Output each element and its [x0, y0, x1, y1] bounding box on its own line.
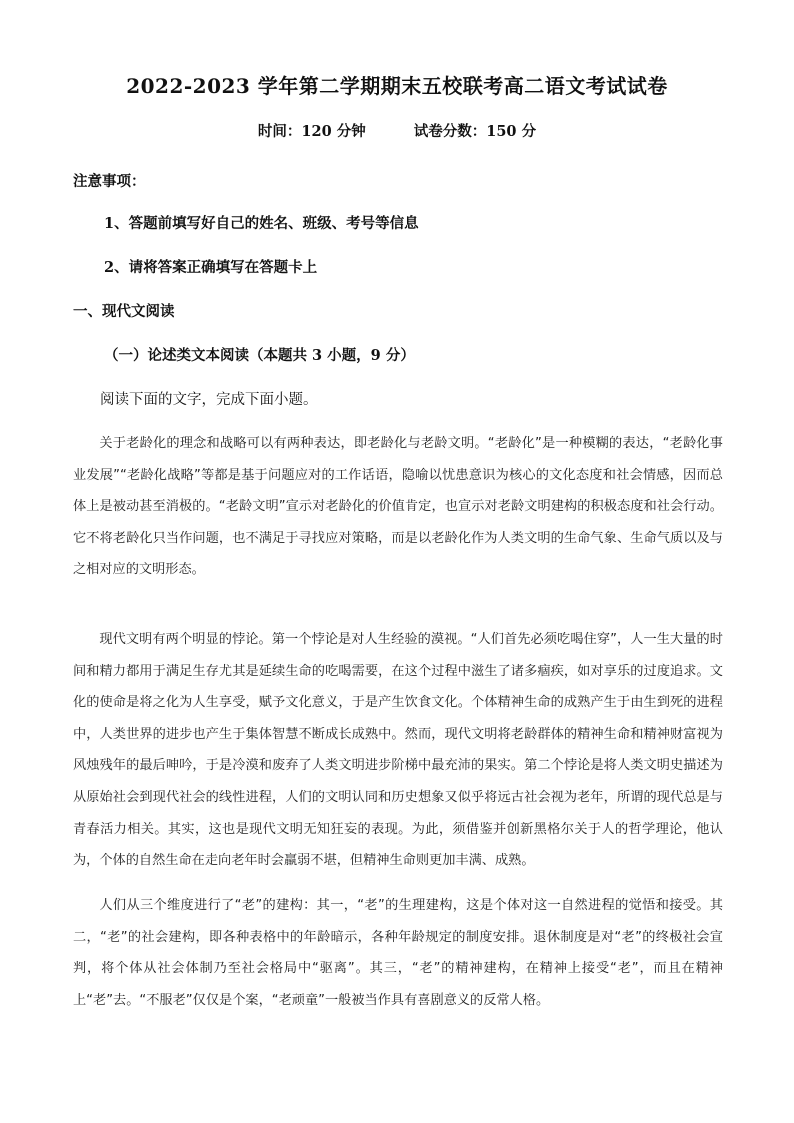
notes-item-1: 1、答题前填写好自己的姓名、班级、考号等信息 — [104, 215, 419, 232]
passage-paragraph-3: 人们从三个维度进行了“老”的建构：其一，“老”的生理建构，这是个体对这一自然进程的觉悟和接受。其二，“老”的社会建构，即各种表格中的年龄暗示，各种年龄规定的制度安排。退休制度是对“老”的终极社会宣判，将个体从社会体制乃至社会格局中“驱离”。其三，“老”的精神建构，在精神上接受“老”，而且在精神上“老”去。“不服老”仅仅是个案，“老顽童”一般被当作具有喜剧意义的反常人格。 — [73, 898, 723, 1008]
exam-meta — [0, 120, 794, 141]
notes-heading: 注意事项： — [73, 173, 146, 190]
passage-paragraph-2: 现代文明有两个明显的悖论。第一个悖论是对人生经验的漠视。“人们首先必须吃喝住穿”，人一生大量的时间和精力都用于满足生存尤其是延续生命的吃喝需要，在这个过程中滋生了诸多痼疾，如对享乐的过度追求。文化的使命是将之化为人生享受，赋予文化意义，于是产生饮食文化。个体精神生命的成熟产生于由生到死的进程中，人类世界的进步也产生于集体智慧不断成长成熟中。然而，现代文明将老龄群体的精神生命和精神财富视为风烛残年的最后呻吟，于是冷漠和废弃了人类文明进步阶梯中最充沛的果实。第二个悖论是将人类文明史描述为从原始社会到现代社会的线性进程，人们的文明认同和历史想象又似乎将远古社会视为老年，所谓的现代总是与青春活力相关。其实，这也是现代文明无知狂妄的表现。为此，须借鉴并创新黑格尔关于人的哲学理论，他认为，个体的自然生命在走向老年时会羸弱不堪，但精神生命则更加丰满、成熟。 — [73, 632, 723, 869]
exam-title: 2022-2023 学年第二学期期末五校联考高二语文考试试卷 — [126, 74, 668, 98]
exam-time: 时间：120 分钟 — [257, 123, 366, 140]
section-subheading: （一）论述类文本阅读（本题共 3 小题，9 分） — [104, 347, 415, 364]
exam-score: 试卷分数：150 分 — [413, 123, 537, 140]
passage-paragraph-1: 关于老龄化的理念和战略可以有两种表达，即老龄化与老龄文明。“老龄化”是一种模糊的表达，“老龄化事业发展”“老龄化战略”等都是基于问题应对的工作话语，隐喻以忧患意识为核心的文化态度和社会情感，因而总体上是被动甚至消极的。“老龄文明”宣示对老龄化的价值肯定，也宣示对老龄文明建构的积极态度和社会行动。它不将老龄化只当作问题，也不满足于寻找应对策略，而是以老龄化作为人类文明的生命气象、生命气质以及与之相对应的文明形态。 — [73, 436, 723, 578]
section-heading: 一、现代文阅读 — [73, 303, 175, 320]
reading-instruction: 阅读下面的文字，完成下面小题。 — [100, 392, 318, 408]
notes-item-2: 2、请将答案正确填写在答题卡上 — [104, 259, 318, 276]
